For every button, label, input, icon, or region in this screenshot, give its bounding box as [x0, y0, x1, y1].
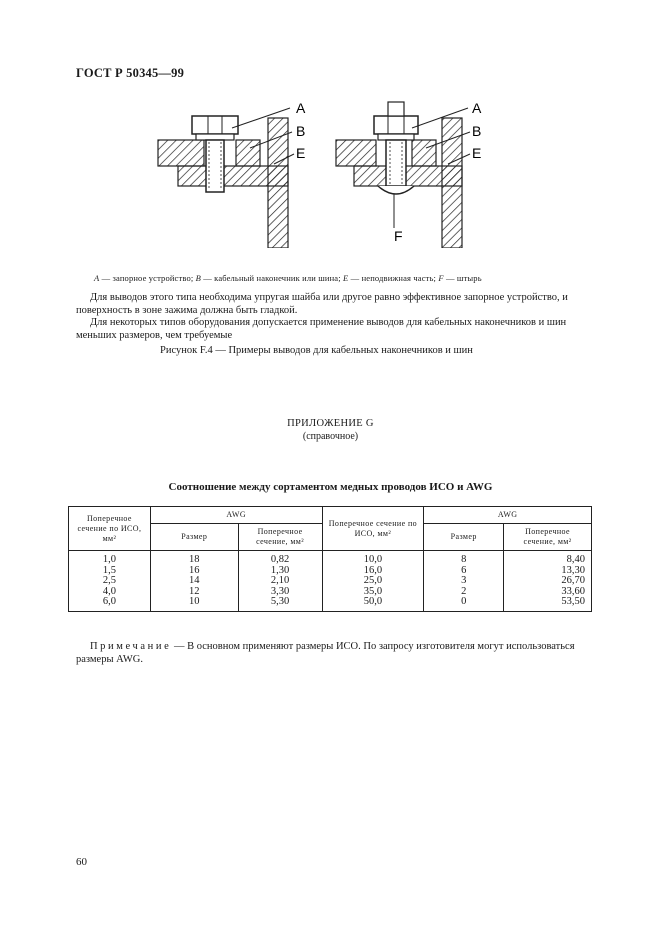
table-cell: 25,0: [322, 576, 424, 587]
table-cell: 50,0: [322, 597, 424, 611]
table-cell: 1,30: [238, 566, 322, 577]
table-cell: 14: [150, 576, 238, 587]
terminal-figure: [150, 98, 510, 248]
legend-key-B: B: [195, 273, 201, 283]
legend-key-A: A: [94, 273, 100, 283]
label-E-right: E: [472, 145, 482, 161]
document-header: ГОСТ Р 50345—99: [76, 66, 185, 80]
table-cell: 10: [150, 597, 238, 611]
table-cell: 3: [424, 576, 504, 587]
table-cell: 4,0: [69, 587, 151, 598]
legend-text-B: — кабельный наконечник или шина;: [200, 273, 344, 283]
table-cell: 6,0: [69, 597, 151, 611]
table-cell: 10,0: [322, 551, 424, 566]
figure-caption: Рисунок F.4 — Примеры выводов для кабельных наконечников и шин: [160, 345, 473, 356]
table-cell: 6: [424, 566, 504, 577]
label-B-right: B: [472, 123, 482, 139]
header-size-2: Размер: [424, 524, 504, 551]
label-B-left: B: [296, 123, 306, 139]
legend-text-F: — штырь: [443, 273, 482, 283]
page-number: 60: [76, 856, 87, 868]
table-note: [76, 640, 600, 666]
table-cell: 12: [150, 587, 238, 598]
legend-key-E: E: [343, 273, 349, 283]
label-E-left: E: [296, 145, 306, 161]
table-cell: 0: [424, 597, 504, 611]
table-cell: 2: [424, 587, 504, 598]
appendix-subtitle: (справочное): [302, 431, 359, 442]
legend-text-E: — неподвижная часть;: [348, 273, 439, 283]
table-cell: 18: [150, 551, 238, 566]
table-cell: 26,70: [504, 576, 592, 587]
right-terminal-drawing: [336, 102, 470, 248]
label-A-left: A: [296, 100, 306, 116]
table-cell: 2,10: [238, 576, 322, 587]
table-row: [69, 551, 592, 566]
table-cell: 1,0: [69, 551, 151, 566]
table-cell: 16,0: [322, 566, 424, 577]
table-cell: 0,82: [238, 551, 322, 566]
body-paragraph-1: Для выводов этого типа необходима упругая шайба или другое равно эффективное запорное устройство, и поверхность в зоне зажима должна быть гладкой.: [76, 292, 568, 316]
table-cell: 3,30: [238, 587, 322, 598]
table-cell: 8,40: [504, 551, 592, 566]
legend-text-A: — запорное устройство;: [99, 273, 196, 283]
left-terminal-drawing: [158, 108, 294, 248]
note-text: — В основном применяют размеры ИСО. По запросу изготовителя могут использоваться размеры AWG.: [76, 641, 575, 665]
table-row: [69, 587, 592, 598]
header-awg-1: AWG: [150, 507, 322, 524]
header-iso-section-1: Поперечное сечение по ИСО, мм²: [69, 507, 151, 551]
table-title: Соотношение между сортаментом медных проводов ИСО и AWG: [168, 481, 493, 493]
figure-legend: [94, 273, 482, 283]
header-awg-2: AWG: [424, 507, 592, 524]
header-awg-section-1: Поперечное сечение, мм²: [238, 524, 322, 551]
legend-key-F: F: [438, 273, 444, 283]
table-cell: 16: [150, 566, 238, 577]
label-A-right: A: [472, 100, 482, 116]
appendix-title: ПРИЛОЖЕНИЕ G: [287, 418, 374, 429]
iso-awg-table: [68, 506, 592, 612]
table-row: [69, 566, 592, 577]
body-paragraph-2: Для некоторых типов оборудования допускается применение выводов для кабельных наконечников и шин меньших размеров, чем требуемые: [76, 317, 567, 341]
header-awg-section-2: Поперечное сечение, мм²: [504, 524, 592, 551]
table-cell: 53,50: [504, 597, 592, 611]
table-cell: 2,5: [69, 576, 151, 587]
table-row: [69, 576, 592, 587]
table-row: [69, 597, 592, 611]
table-cell: 1,5: [69, 566, 151, 577]
table-cell: 13,30: [504, 566, 592, 577]
header-iso-section-2: Поперечное сечение по ИСО, мм²: [322, 507, 424, 551]
table-cell: 33,60: [504, 587, 592, 598]
table-cell: 5,30: [238, 597, 322, 611]
label-F: F: [394, 228, 403, 244]
header-size-1: Размер: [150, 524, 238, 551]
note-label: Примечание: [90, 641, 172, 652]
table-cell: 8: [424, 551, 504, 566]
table-cell: 35,0: [322, 587, 424, 598]
